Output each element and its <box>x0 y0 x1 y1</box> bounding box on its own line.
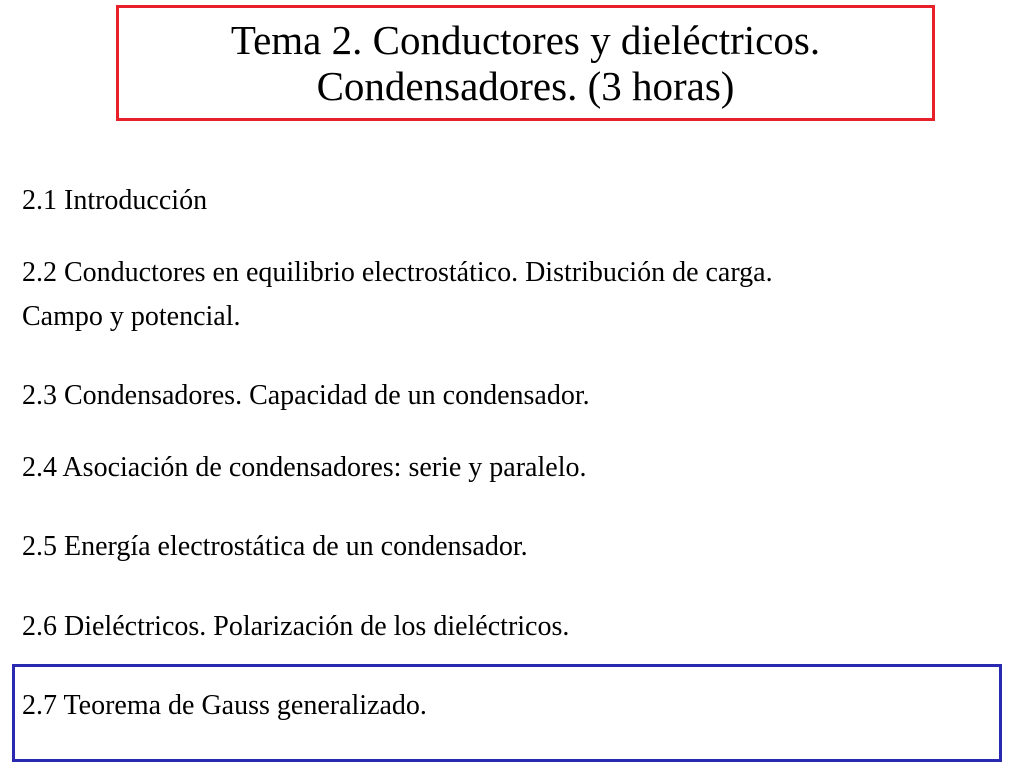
title-line-1: Tema 2. Conductores y dieléctricos. <box>230 17 821 63</box>
topic-2-2 <box>22 251 773 339</box>
title-box <box>116 5 935 121</box>
title-line-2: Condensadores. (3 horas) <box>316 63 735 109</box>
topic-2-4: 2.4 Asociación de condensadores: serie y paralelo. <box>22 452 587 483</box>
topic-2-6: 2.6 Dieléctricos. Polarización de los dieléctricos. <box>22 611 570 642</box>
topic-2-2-line-2: Campo y potencial. <box>22 301 241 332</box>
topic-2-2-line-1: 2.2 Conductores en equilibrio electrostático. Distribución de carga. <box>22 257 773 288</box>
topic-2-5: 2.5 Energía electrostática de un condensador. <box>22 531 528 562</box>
topic-2-7: 2.7 Teorema de Gauss generalizado. <box>22 690 427 721</box>
topic-2-1: 2.1 Introducción <box>22 185 208 216</box>
topic-2-3: 2.3 Condensadores. Capacidad de un condensador. <box>22 380 590 411</box>
